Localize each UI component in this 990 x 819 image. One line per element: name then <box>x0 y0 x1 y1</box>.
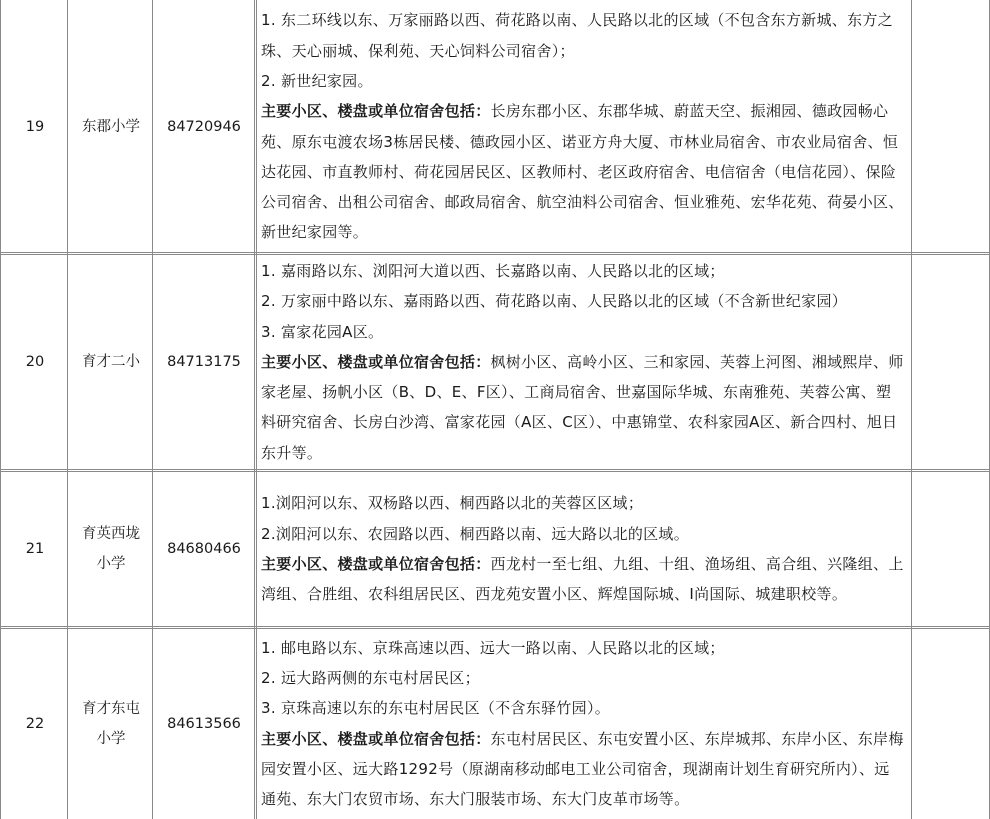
row-number: 20 <box>25 354 45 370</box>
area-line: 1. 邮电路以东、京珠高速以西、远大一路以南、人民路以北的区域； <box>261 638 725 657</box>
area-line: 1. 东二环线以东、万家丽路以西、荷花路以南、人民路以北的区域（不包含东方新城、东方之珠、天心丽城、保利苑、天心饲料公司宿舍）； <box>261 11 893 60</box>
area-line: 2.浏阳河以东、农园路以西、桐西路以南、远大路以北的区域。 <box>261 524 690 543</box>
key-communities <box>261 724 904 815</box>
school-name: 育才东屯小学 <box>82 700 140 747</box>
key-label: 主要小区、楼盘或单位宿舍包括： <box>261 352 491 371</box>
key-text: 长房东郡小区、东郡华城、蔚蓝天空、振湘园、德政园畅心苑、原东屯渡农场3栋居民楼、德政园小区、诺亚方舟大厦、市林业局宿舍、市农业局宿舍、恒达花园、市直教师村、荷花园居民区、区教师村、老区政府宿舍、电信宿舍（电信花园）、保险公司宿舍、出租公司宿舍、邮政局宿舍、航空油料公司宿舍、恒业雅苑、宏华花苑、荷晏小区、新世纪家园等。 <box>261 102 904 242</box>
key-text: 西龙村一至七组、九组、十组、渔场组、高合组、兴隆组、上湾组、合胜组、农科组居民区、西龙苑安置小区、辉煌国际城、I尚国际、城建职校等。 <box>261 555 904 604</box>
column-divider <box>152 0 153 819</box>
area-line: 1. 嘉雨路以东、浏阳河大道以西、长嘉路以南、人民路以北的区域； <box>261 261 725 280</box>
area-line: 3. 京珠高速以东的东屯村居民区（不含东驿竹园）。 <box>261 699 611 718</box>
area-line: 2. 远大路两侧的东屯村居民区； <box>261 668 480 687</box>
enrollment-area <box>258 471 910 627</box>
area-line: 2. 万家丽中路以东、嘉雨路以西、荷花路以南、人民路以北的区域（不含新世纪家园） <box>261 292 848 311</box>
table-row <box>0 628 990 819</box>
key-text: 枫树小区、高岭小区、三和家园、芙蓉上河图、湘域熙岸、师家老屋、扬帆小区（B、D、E、F区）、工商局宿舍、世嘉国际华城、东南雅苑、芙蓉公寓、塑料研究宿舍、长房白沙湾、富家花园（A区、C区）、中惠锦堂、农科家园A区、新合四村、旭日东升等。 <box>261 352 904 462</box>
phone-number: 84680466 <box>167 541 241 557</box>
row-divider <box>0 252 990 255</box>
table-row <box>0 0 990 253</box>
table-row <box>0 471 990 627</box>
area-line: 1.浏阳河以东、双杨路以西、桐西路以北的芙蓉区区域； <box>261 494 644 513</box>
row-number: 21 <box>25 541 45 557</box>
key-communities <box>261 549 904 610</box>
key-label: 主要小区、楼盘或单位宿舍包括： <box>261 102 491 121</box>
school-name: 育英西垅小学 <box>82 526 140 572</box>
row-number: 22 <box>25 715 45 732</box>
school-name: 东郡小学 <box>82 118 140 135</box>
area-line: 2. 新世纪家园。 <box>261 71 373 90</box>
row-divider <box>0 469 990 472</box>
phone-number: 84720946 <box>167 118 241 135</box>
enrollment-area <box>258 0 910 253</box>
key-text: 东屯村居民区、东屯安置小区、东岸城邦、东岸小区、东岸梅园安置小区、远大路1292号（原湖南移动邮电工业公司宿舍，现湖南计划生育研究所内）、远通苑、东大门农贸市场、东大门服装市场、东大门皮革市场等。 <box>261 729 904 809</box>
column-divider <box>67 0 68 819</box>
school-name: 育才二小 <box>82 354 140 370</box>
column-divider <box>0 0 1 819</box>
area-line: 3. 富家花园A区。 <box>261 322 384 341</box>
table-row <box>0 254 990 470</box>
enrollment-area <box>258 254 910 470</box>
column-divider <box>254 0 257 819</box>
enrollment-area <box>258 628 910 819</box>
row-divider <box>0 626 990 629</box>
phone-number: 84613566 <box>167 715 241 732</box>
column-divider <box>911 0 912 819</box>
key-label: 主要小区、楼盘或单位宿舍包括： <box>261 555 491 573</box>
row-number: 19 <box>25 118 45 135</box>
key-communities <box>261 347 904 468</box>
key-label: 主要小区、楼盘或单位宿舍包括： <box>261 729 491 748</box>
key-communities <box>261 96 904 247</box>
phone-number: 84713175 <box>167 354 241 370</box>
